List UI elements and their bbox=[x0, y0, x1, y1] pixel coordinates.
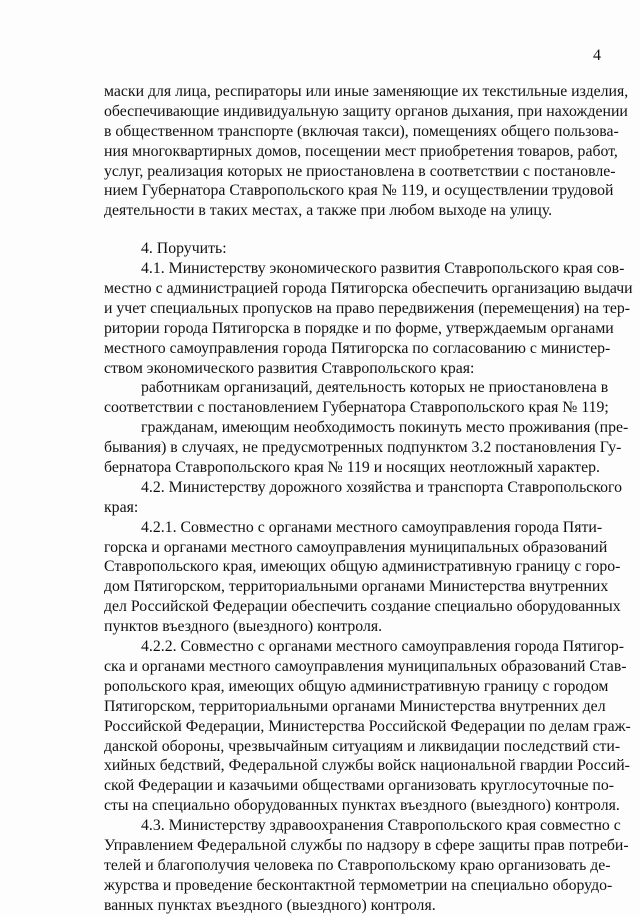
text-line: местного самоуправления города Пятигорска по согласованию с министер- bbox=[104, 339, 611, 357]
paragraph bbox=[104, 82, 629, 221]
document-body bbox=[104, 82, 633, 916]
paragraph bbox=[104, 816, 629, 915]
text-line: края: bbox=[104, 498, 139, 516]
text-line: ством экономического развития Ставропольского края: bbox=[104, 359, 475, 377]
text-line: обеспечивающие индивидуальную защиту органов дыхания, при нахождении bbox=[104, 102, 628, 120]
paragraph bbox=[104, 239, 602, 259]
paragraph-gap bbox=[104, 221, 602, 239]
text-line: горска и органами местного самоуправления муниципальных образований bbox=[104, 538, 608, 556]
text-line: 4.1. Министерству экономического развития Ставропольского края сов- bbox=[141, 260, 625, 278]
text-line: 4.2.2. Совместно с органами местного самоуправления города Пятигор- bbox=[141, 638, 624, 656]
text-line: пунктов въездного (выездного) контроля. bbox=[104, 618, 383, 636]
text-line: дел Российской Федерации обеспечить создание специально оборудованных bbox=[104, 598, 621, 616]
text-line: Управлением Федеральной службы по надзору в сфере защиты прав потреби- bbox=[104, 836, 629, 854]
text-line: Российской Федерации, Министерства Российской Федерации по делам граж- bbox=[104, 717, 631, 735]
text-line: ритории города Пятигорска в порядке и по форме, утверждаемым органами bbox=[104, 319, 614, 337]
text-line: Ставропольского края, имеющих общую административную границу с горо- bbox=[104, 558, 621, 576]
text-line: Пятигорском, территориальными органами Министерства внутренних дел bbox=[104, 697, 606, 715]
page-number: 4 bbox=[593, 47, 601, 64]
text-line: 4.2. Министерству дорожного хозяйства и транспорта Ставропольского bbox=[141, 478, 623, 496]
text-line: дом Пятигорском, территориальными органами Министерства внутренних bbox=[104, 578, 609, 596]
text-line: журства и проведение бесконтактной термометрии на специально оборудо- bbox=[104, 876, 613, 894]
text-line: ванных пунктах въездного (выездного) контроля. bbox=[104, 896, 436, 914]
text-line: работникам организаций, деятельность которых не приостановлена в bbox=[141, 379, 609, 397]
text-line: деятельности в таких местах, а также при любом выходе на улицу. bbox=[104, 202, 553, 220]
paragraph bbox=[104, 518, 621, 637]
text-line: бывания) в случаях, не предусмотренных подпунктом 3.2 постановления Гу- bbox=[104, 439, 622, 457]
paragraph bbox=[104, 378, 609, 418]
text-line: ния многоквартирных домов, посещении мест приобретения товаров, работ, bbox=[104, 142, 618, 160]
text-line: гражданам, имеющим необходимость покинуть место проживания (пре- bbox=[141, 419, 629, 437]
text-line: сты на специально оборудованных пунктах въездного (выездного) контроля. bbox=[104, 797, 620, 815]
text-line: в общественном транспорте (включая такси), помещениях общего пользова- bbox=[104, 122, 619, 140]
text-line: 4.3. Министерству здравоохранения Ставропольского края совместно с bbox=[141, 817, 621, 835]
text-line: и учет специальных пропусков на право передвижения (перемещения) на тер- bbox=[104, 299, 631, 317]
text-line: бернатора Ставропольского края № 119 и носящих неотложный характер. bbox=[104, 459, 600, 477]
text-line: услуг, реализация которых не приостановлена в соответствии с постановле- bbox=[104, 162, 616, 180]
text-line: 4. Поручить: bbox=[141, 240, 227, 258]
paragraph bbox=[104, 259, 633, 378]
text-line: 4.2.1. Совместно с органами местного самоуправления города Пяти- bbox=[141, 518, 603, 536]
text-line: ска и органами местного самоуправления муниципальных образований Став- bbox=[104, 657, 627, 675]
text-line: телей и благополучия человека по Ставропольскому краю организовать де- bbox=[104, 856, 611, 874]
text-line: ропольского края, имеющих общую административную границу с городом bbox=[104, 677, 609, 695]
paragraph bbox=[104, 418, 629, 478]
text-line: данской обороны, чрезвычайным ситуациям и ликвидации последствий сти- bbox=[104, 737, 621, 755]
text-line: маски для лица, респираторы или иные заменяющие их текстильные изделия, bbox=[104, 83, 629, 100]
text-line: ской Федерации и казачьими обществами организовать круглосуточные по- bbox=[104, 777, 615, 795]
text-line: соответствии с постановлением Губернатора Ставропольского края № 119; bbox=[104, 399, 609, 417]
text-line: нием Губернатора Ставропольского края № 119, и осуществлении трудовой bbox=[104, 182, 614, 200]
paragraph bbox=[104, 637, 631, 816]
text-line: хийных бедствий, Федеральной службы войск национальной гвардии Россий- bbox=[104, 757, 630, 775]
text-line: местно с администрацией города Пятигорска обеспечить организацию выдачи bbox=[104, 280, 633, 298]
paragraph bbox=[104, 478, 623, 518]
